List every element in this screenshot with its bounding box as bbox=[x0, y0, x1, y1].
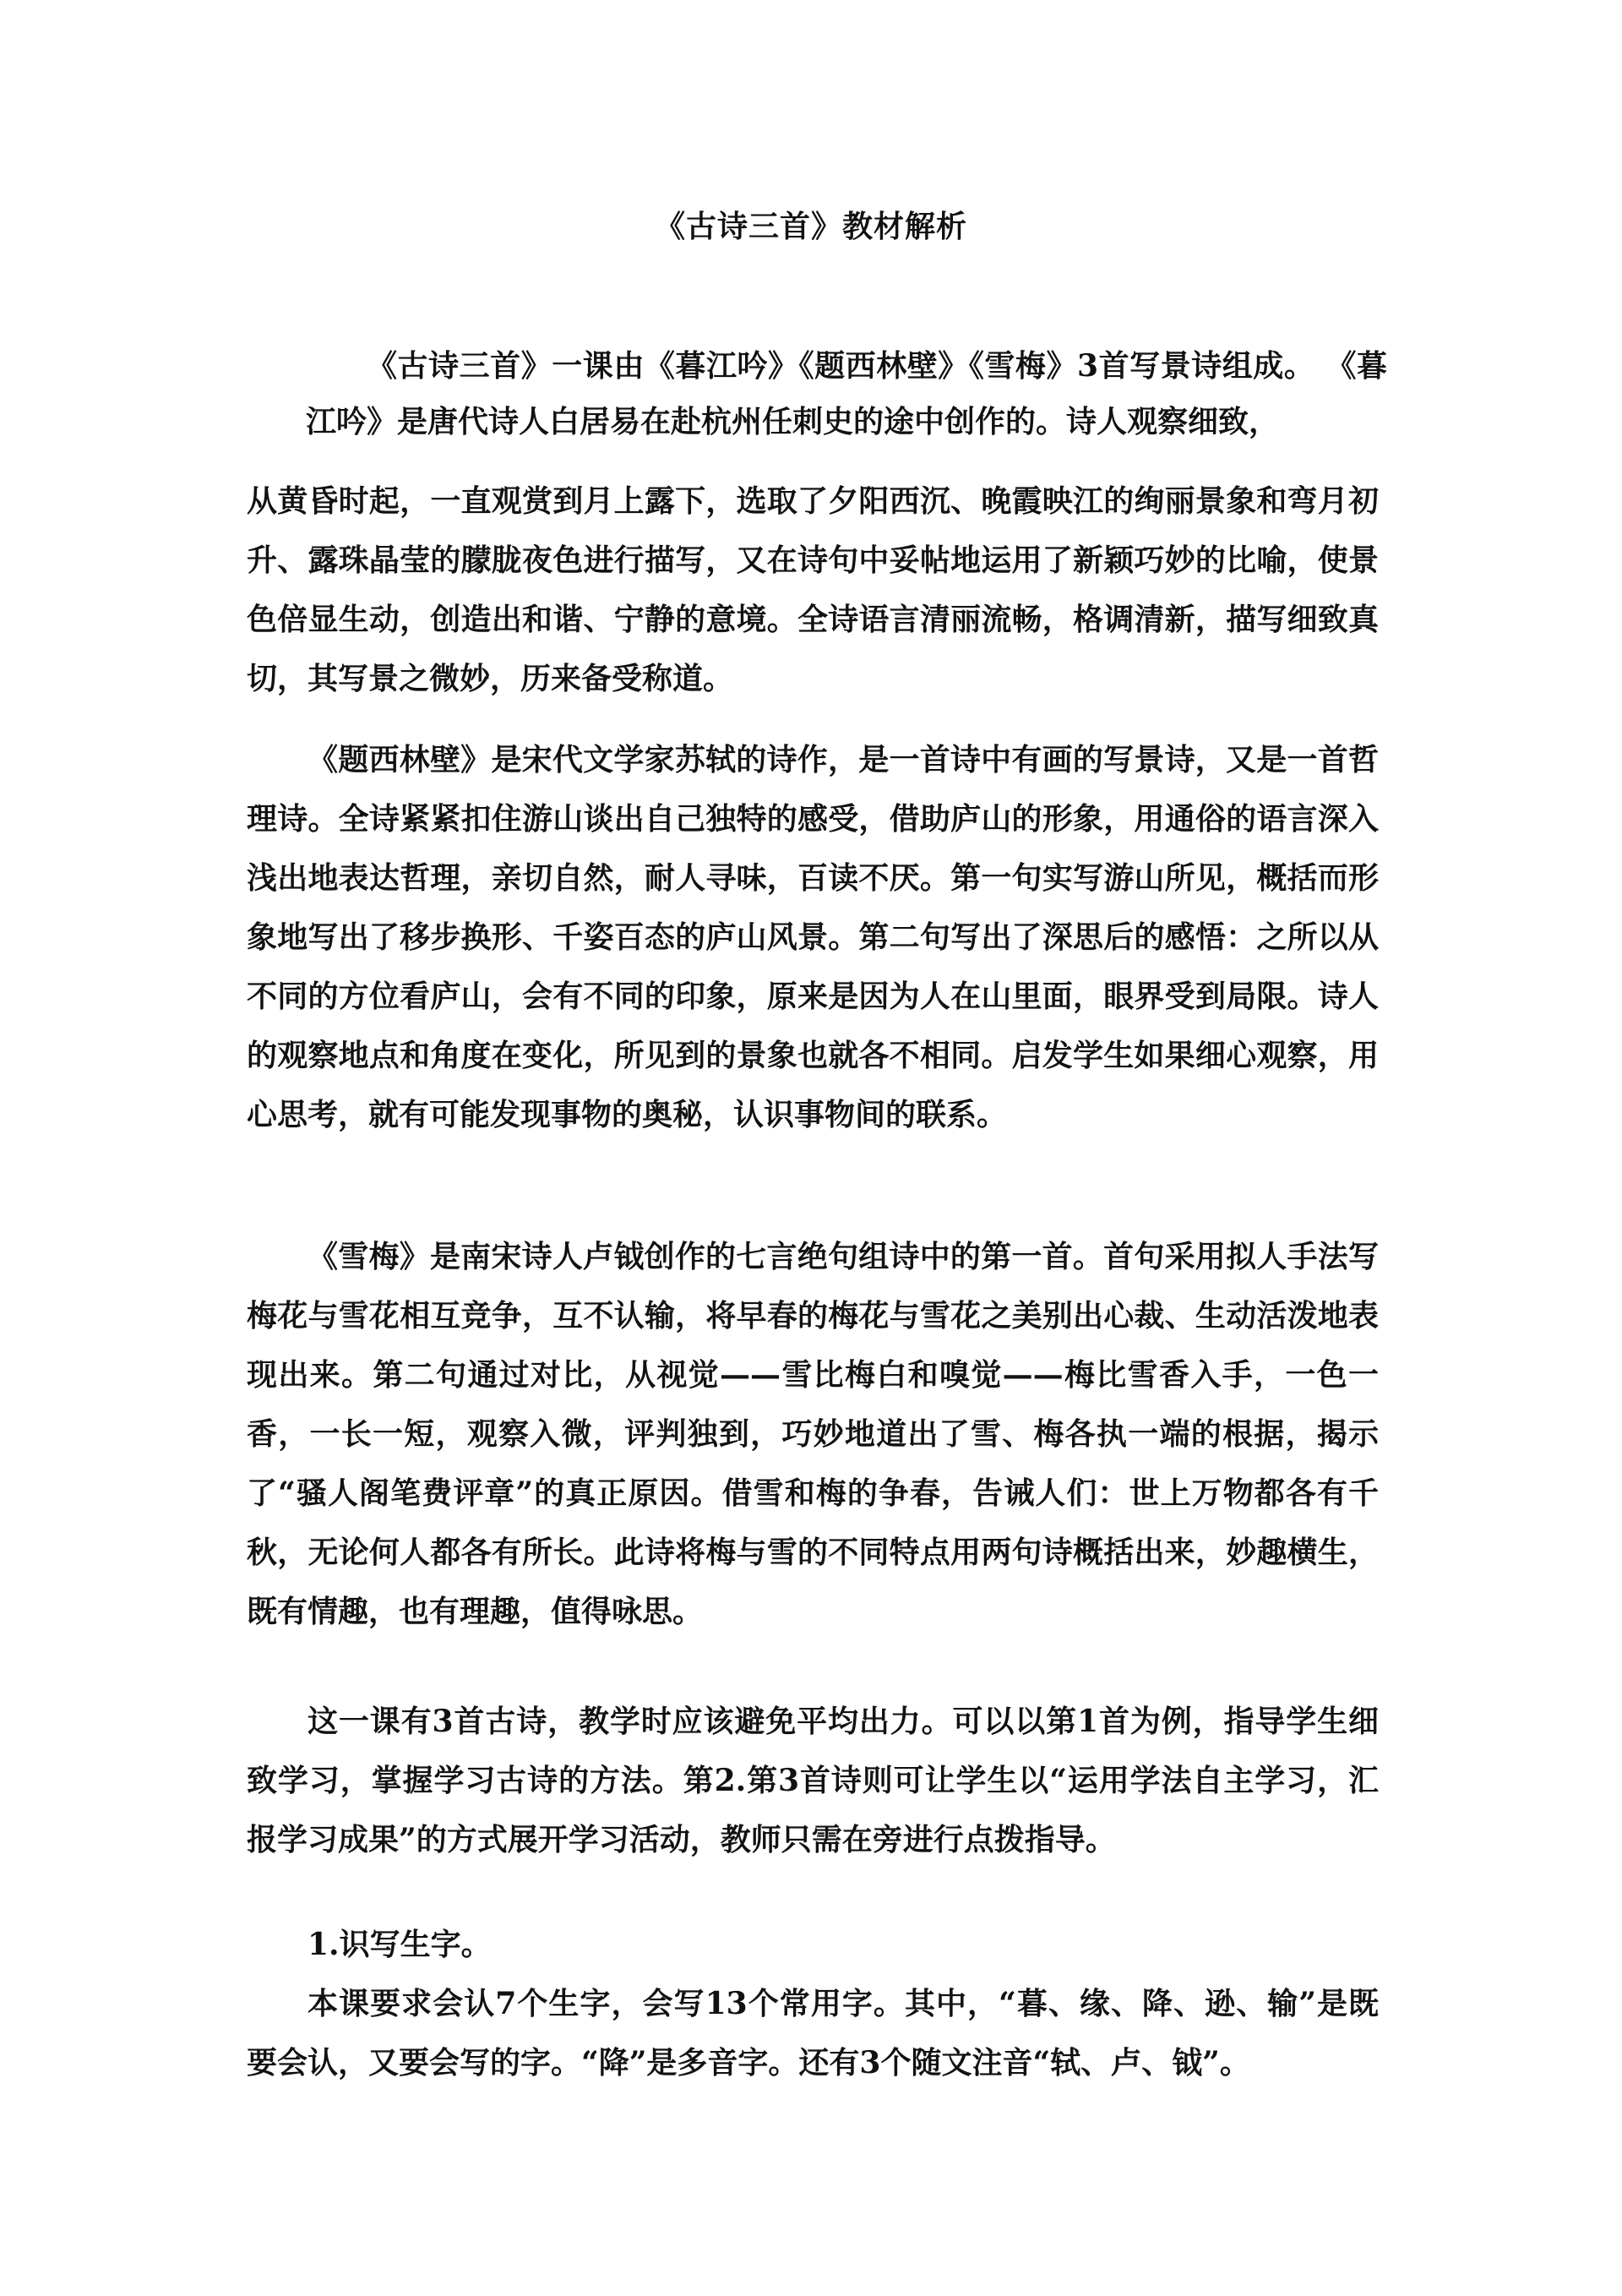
paragraph-teaching-note: 这一课有3首古诗，教学时应该避免平均出力。可以以第1首为例，指导学生细致学习，掌握学习古诗的方法。第2.第3首诗则可让学生以“运用学法自主学习，汇报学习成果”的方式展开学习活动，教师只需在旁进行点拨指导。 bbox=[247, 1704, 1379, 1857]
paragraph-xuemei: 《雪梅》是南宋诗人卢钺创作的七言绝句组诗中的第一首。首句采用拟人手法写梅花与雪花相互竞争，互不认输，将早春的梅花与雪花之美别出心裁、生动活泼地表现出来。第二句通过对比，从视觉——雪比梅白和嗅觉——梅比雪香入手，一色一香，一长一短，观察入微，评判独到，巧妙地道出了雪、梅各执一端的根据，揭示了“骚人阁笔费评章”的真正原因。借雪和梅的争春，告诫人们：世上万物都各有千秋，无论何人都各有所长。此诗将梅与雪的不同特点用两句诗概括出来，妙趣横生，既有情趣，也有理趣，值得咏思。 bbox=[247, 1239, 1379, 1629]
paragraph-characters: 本课要求会认7个生字，会写13个常用字。其中，“暮、缘、降、逊、输”是既要会认，又要会写的字。“降”是多音字。还有3个随文注音“轼、卢、钺”。 bbox=[247, 1986, 1379, 2081]
paragraph-mujiangyin: 从黄昏时起，一直观赏到月上露下，选取了夕阳西沉、晚霞映江的绚丽景象和弯月初升、露珠晶莹的朦胧夜色进行描写，又在诗句中妥帖地运用了新颖巧妙的比喻，使景色倍显生动，创造出和谐、宁静的意境。全诗语言清丽流畅，格调清新，描写细致真切，其写景之微妙，历来备受称道。 bbox=[247, 483, 1379, 696]
paragraph-intro: 《古诗三首》一课由《暮江吟》《题西林壁》《雪梅》3首写景诗组成。 《暮江吟》是唐代诗人白居易在赴杭州任刺史的途中创作的。诗人观察细致， bbox=[306, 348, 1387, 439]
paragraph-tixilinbi: 《题西林壁》是宋代文学家苏轼的诗作，是一首诗中有画的写景诗，又是一首哲理诗。全诗紧紧扣住游山谈出自己独特的感受，借助庐山的形象，用通俗的语言深入浅出地表达哲理，亲切自然，耐人寻味，百读不厌。第一句实写游山所见，概括而形象地写出了移步换形、千姿百态的庐山风景。第二句写出了深思后的感悟：之所以从不同的方位看庐山，会有不同的印象，原来是因为人在山里面，眼界受到局限。诗人的观察地点和角度在变化，所见到的景象也就各不相同。启发学生如果细心观察，用心思考，就有可能发现事物的奥秘，认识事物间的联系。 bbox=[247, 742, 1379, 1132]
document-title: 《古诗三首》教材解析 bbox=[654, 209, 967, 244]
section-heading-characters: 1.识写生字。 bbox=[308, 1927, 492, 1962]
